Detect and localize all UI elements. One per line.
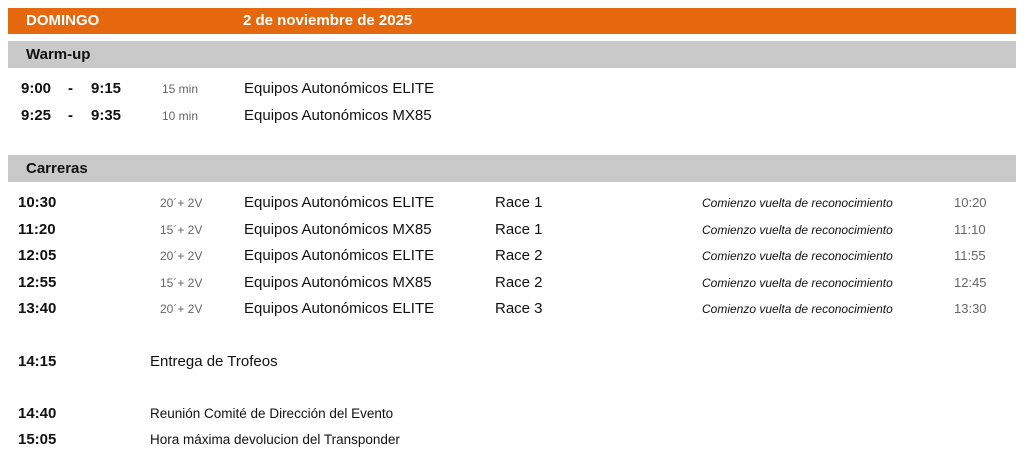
warmup-separator: - xyxy=(68,107,73,124)
warmup-duration: 15 min xyxy=(162,82,199,96)
race-note-time: 11:10 xyxy=(954,222,986,237)
race-note: Comienzo vuelta de reconocimiento xyxy=(702,223,893,237)
race-format: 15´+ 2V xyxy=(160,276,203,290)
warmup-team: Equipos Autonómicos MX85 xyxy=(244,107,432,124)
race-note: Comienzo vuelta de reconocimiento xyxy=(702,302,893,316)
race-time: 10:30 xyxy=(18,194,57,211)
race-note-time: 13:30 xyxy=(954,301,987,316)
race-team: Equipos Autonómicos ELITE xyxy=(244,247,435,264)
event-time: 14:40 xyxy=(18,405,57,422)
races-section-title: Carreras xyxy=(26,160,88,177)
race-number: Race 2 xyxy=(495,274,543,291)
warmup-end-time: 9:35 xyxy=(91,107,122,124)
race-note-time: 11:55 xyxy=(954,248,986,263)
race-time: 12:55 xyxy=(18,274,57,291)
race-note-time: 12:45 xyxy=(954,275,987,290)
warmup-separator: - xyxy=(68,80,73,97)
race-note: Comienzo vuelta de reconocimiento xyxy=(702,249,893,263)
warmup-start-time: 9:25 xyxy=(21,107,52,124)
race-time: 12:05 xyxy=(18,247,57,264)
race-time: 13:40 xyxy=(18,300,57,317)
event-time: 14:15 xyxy=(18,353,57,370)
warmup-end-time: 9:15 xyxy=(91,80,122,97)
warmup-section-title: Warm-up xyxy=(26,46,91,63)
race-team: Equipos Autonómicos ELITE xyxy=(244,300,435,317)
race-team: Equipos Autonómicos MX85 xyxy=(244,274,432,291)
race-note-time: 10:20 xyxy=(954,195,987,210)
warmup-start-time: 9:00 xyxy=(21,80,52,97)
race-number: Race 2 xyxy=(495,247,543,264)
race-format: 20´+ 2V xyxy=(160,196,203,210)
race-team: Equipos Autonómicos MX85 xyxy=(244,221,432,238)
race-number: Race 3 xyxy=(495,300,543,317)
warmup-team: Equipos Autonómicos ELITE xyxy=(244,80,435,97)
race-team: Equipos Autonómicos ELITE xyxy=(244,194,435,211)
event-label: Reunión Comité de Dirección del Evento xyxy=(150,406,394,421)
race-number: Race 1 xyxy=(495,194,543,211)
event-label: Hora máxima devolucion del Transponder xyxy=(150,432,400,447)
race-note: Comienzo vuelta de reconocimiento xyxy=(702,276,893,290)
warmup-section-bar xyxy=(8,41,1016,68)
event-time: 15:05 xyxy=(18,431,57,448)
header-date: 2 de noviembre de 2025 xyxy=(243,12,413,29)
race-format: 20´+ 2V xyxy=(160,249,203,263)
header-bar xyxy=(8,8,1016,34)
race-note: Comienzo vuelta de reconocimiento xyxy=(702,196,893,210)
race-time: 11:20 xyxy=(18,221,56,238)
race-format: 15´+ 2V xyxy=(160,223,203,237)
race-format: 20´+ 2V xyxy=(160,302,203,316)
warmup-duration: 10 min xyxy=(162,109,199,123)
race-number: Race 1 xyxy=(495,221,543,238)
races-section-bar xyxy=(8,155,1016,182)
event-label: Entrega de Trofeos xyxy=(150,353,278,370)
header-day: DOMINGO xyxy=(26,12,100,29)
